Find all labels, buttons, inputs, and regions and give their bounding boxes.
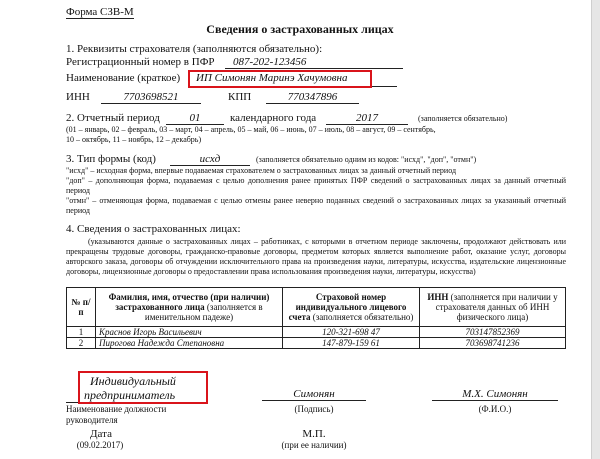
form-label: Форма СЗВ-М xyxy=(66,6,134,18)
col-header-fio-text: Фамилия, имя, отчество (при наличии) застрахованного лица xyxy=(108,292,270,312)
row-inn: 703147852369 xyxy=(420,327,566,338)
col-header-snils xyxy=(283,288,420,327)
page-title: Сведения о застрахованных лицах xyxy=(206,22,394,36)
position-value-line1: Индивидуальный xyxy=(90,374,176,388)
section4-heading: 4. Сведения о застрахованных лицах: xyxy=(66,223,241,235)
form-type-note: (заполняется обязательно одним из кодов: "исхд", "доп", "отмн") xyxy=(256,155,477,164)
row-num: 2 xyxy=(67,338,96,349)
year-label: календарного года xyxy=(230,112,317,124)
signature-label: (Подпись) xyxy=(294,404,334,414)
row-inn: 703698741236 xyxy=(420,338,566,349)
date-label: Дата xyxy=(90,428,112,440)
form-type-dop: "доп" – дополняющая форма, подаваемая с целью дополнения ранее принятых ПФР сведений о застрахованных лицах за данный отчетный период xyxy=(66,176,566,195)
form-type-value: исхд xyxy=(170,153,250,166)
row-fio: Краснов Игорь Васильевич xyxy=(96,327,283,338)
page-edge xyxy=(591,0,600,459)
fio-value: М.Х. Симонян xyxy=(432,388,558,401)
fio-label: (Ф.И.О.) xyxy=(478,404,512,414)
table-row xyxy=(67,338,566,349)
col-header-snils-text: Страховой номер индивидуального лицевого счета xyxy=(288,292,407,322)
inn-label: ИНН xyxy=(66,91,90,103)
inn-value: 7703698521 xyxy=(101,91,201,104)
name-label: Наименование (краткое) xyxy=(66,72,181,84)
table-header-row xyxy=(67,288,566,327)
stamp-label: М.П. xyxy=(302,428,326,440)
col-header-fio xyxy=(96,288,283,327)
form-type-otmn: "отмн" – отменяющая форма, подаваемая с целью отмены ранее неверно поданных сведений о застрахованных лицах за указанный отчетный период xyxy=(66,196,566,215)
row-num: 1 xyxy=(67,327,96,338)
col-header-num: № п/п xyxy=(67,288,96,327)
form-type-ishd: "исхд" – исходная форма, впервые подаваемая страхователем о застрахованных лицах за данный отчетный период xyxy=(66,166,457,175)
col-header-fio-note: (заполняется в именительном падеже) xyxy=(144,302,263,322)
col-header-inn-text: ИНН xyxy=(427,292,449,302)
position-label-line1: Наименование должности xyxy=(66,404,167,414)
date-value: (09.02.2017) xyxy=(76,440,124,450)
insured-persons-table xyxy=(66,287,566,349)
col-header-snils-note: (заполняется обязательно) xyxy=(312,312,414,322)
section3-heading: 3. Тип формы (код) xyxy=(66,153,156,165)
col-header-inn xyxy=(420,288,566,327)
reg-number-value: 087-202-123456 xyxy=(225,56,403,69)
stamp-note: (при ее наличии) xyxy=(281,440,347,450)
position-value-line2: предприниматель xyxy=(84,388,176,402)
row-snils: 147-879-159 61 xyxy=(283,338,420,349)
period-note: (заполняется обязательно) xyxy=(418,114,508,123)
months-line2: 10 – октябрь, 11 – ноябрь, 12 – декабрь) xyxy=(66,135,202,144)
reg-number-label: Регистрационный номер в ПФР xyxy=(66,56,215,68)
highlight-position xyxy=(78,371,208,404)
highlight-name xyxy=(188,70,372,88)
kpp-label: КПП xyxy=(228,91,252,103)
table-row xyxy=(67,327,566,338)
col-header-inn-note: (заполняется при наличии у страхователя данных об ИНН физического лица) xyxy=(435,292,558,322)
row-fio: Пирогова Надежда Степановна xyxy=(96,338,283,349)
kpp-value: 770347896 xyxy=(266,91,359,104)
signature-value: Симонян xyxy=(262,388,366,401)
year-value: 2017 xyxy=(326,112,408,125)
row-snils: 120-321-698 47 xyxy=(283,327,420,338)
months-line1: (01 – январь, 02 – февраль, 03 – март, 04 – апрель, 05 – май, 06 – июнь, 07 – июль, 08 – август, 09 – сентябрь, xyxy=(66,125,436,134)
name-value: ИП Симонян Маринэ Хачумовна xyxy=(196,72,348,84)
position-label-line2: руководителя xyxy=(66,415,118,425)
period-value: 01 xyxy=(166,112,224,125)
section2-heading: 2. Отчетный период xyxy=(66,112,160,124)
section1-heading: 1. Реквизиты страхователя (заполняются обязательно): xyxy=(66,43,323,55)
section4-description: (указываются данные о застрахованных лицах – работниках, с которыми в отчетном периоде заключены, продолжают действовать или прекращены трудовые договоры, гражданско-правовые договоры, предметом которых является выполнение работ, оказание услуг, договоры авторского заказа, договоры об отчуждении исключительного права на произведения науки, литературы, искусства, издательские лицензионные договоры, лицензионные договоры о предоставлении права использования произведения науки, литературы, искусства) xyxy=(66,237,566,276)
